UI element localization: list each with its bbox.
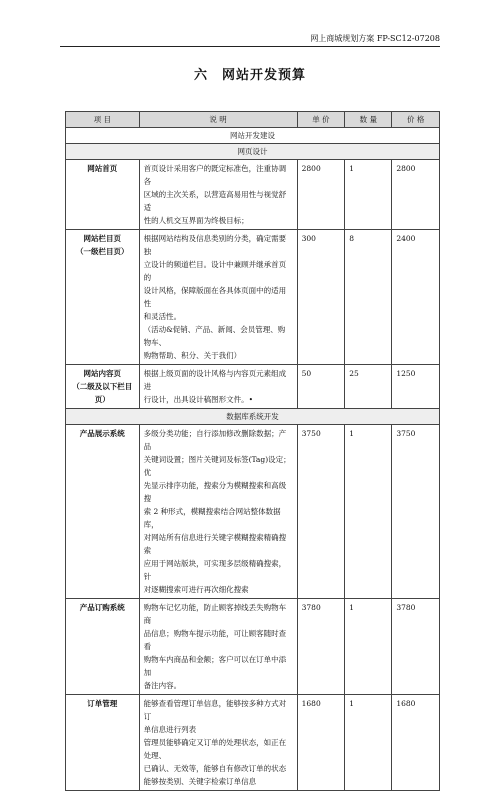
row-description	[139, 160, 297, 230]
description-line: 管理员能够确定又订单的处理状态，如正在处理、	[143, 738, 287, 760]
row-quantity: 25	[345, 365, 392, 409]
table-row	[66, 230, 440, 365]
page-title: 六 网站开发预算	[193, 68, 306, 83]
document-reference: 网上商城规划方案 FP-SC12-07208	[310, 34, 440, 43]
row-item	[66, 425, 140, 599]
description-line: 行设计，出具设计稿图形文件。•	[143, 395, 254, 404]
row-unit-price: 3780	[297, 599, 345, 695]
description-line: 购物车内商品和金额；客户可以在订单中添加	[143, 655, 287, 677]
description-line: 立设计的频道栏目。设计中兼顾并继承首页的	[143, 260, 287, 282]
row-unit-price: 1680	[297, 695, 345, 791]
row-description	[139, 425, 297, 599]
section-row-web	[66, 144, 440, 160]
row-total: 2400	[392, 230, 440, 365]
row-item	[66, 599, 140, 695]
description-line: 多级分类功能；自行添加修改删除数据；产品	[143, 429, 287, 451]
header-description: 说 明	[139, 112, 297, 128]
section-database-label: 数据库系统开发	[66, 409, 440, 425]
description-line: 根据上级页面的设计风格与内容页元素组成进	[143, 369, 287, 391]
row-quantity: 8	[345, 230, 392, 365]
item-line: 网站栏目页	[83, 234, 122, 243]
description-line: 和灵活性。	[143, 312, 182, 321]
row-quantity: 1	[345, 695, 392, 791]
budget-table	[65, 111, 440, 791]
description-line: 应用于网站版块，可实现多层级精确搜索，针	[143, 559, 287, 581]
item-line: （二级及以下栏目	[72, 382, 133, 391]
table-header-row	[66, 112, 440, 128]
row-unit-price: 300	[297, 230, 345, 365]
description-line: 对网站所有信息进行关键字模糊搜索精确搜索	[143, 533, 287, 555]
row-item	[66, 695, 140, 791]
description-line: 购物帮助、积分、关于我们）	[143, 351, 242, 360]
row-quantity: 1	[345, 599, 392, 695]
description-line: 区域的主次关系，以营造高易用性与视觉舒适	[143, 190, 287, 212]
header-item: 项 目	[66, 112, 140, 128]
description-line: 首页设计采用客户的既定标准色，注重协调各	[143, 164, 287, 186]
description-line: 先显示排序功能，搜索分为模糊搜索和高级搜	[143, 481, 287, 503]
description-line: （活动&促销、产品、新闻、会员管理、购物车、	[143, 325, 286, 347]
table-row	[66, 599, 440, 695]
row-item	[66, 160, 140, 230]
header-quantity: 数 量	[345, 112, 392, 128]
section-main-label: 网站开发建设	[66, 128, 440, 144]
row-unit-price: 3750	[297, 425, 345, 599]
description-line: 品信息；购物车提示功能，可让顾客随时查看	[143, 629, 287, 651]
description-line: 设计风格，保障版面在各具体页面中的适用性	[143, 286, 287, 308]
item-line: 产品订购系统	[79, 603, 125, 612]
row-quantity: 1	[345, 425, 392, 599]
description-line: 性的人机交互界面为终极目标；	[143, 216, 249, 225]
item-line: （一级栏目页）	[76, 247, 129, 256]
row-description	[139, 599, 297, 695]
row-description	[139, 230, 297, 365]
description-line: 索 2 种形式，模糊搜索结合网站整体数据库，	[143, 507, 281, 529]
section-web-label: 网页设计	[66, 144, 440, 160]
row-unit-price: 50	[297, 365, 345, 409]
row-total: 1680	[392, 695, 440, 791]
row-unit-price: 2800	[297, 160, 345, 230]
item-line: 产品展示系统	[79, 429, 125, 438]
description-line: 购物车记忆功能，防止顾客掉线丢失购物车商	[143, 603, 287, 625]
row-total: 1250	[392, 365, 440, 409]
table-row	[66, 160, 440, 230]
section-row-database	[66, 409, 440, 425]
description-line: 单信息进行列表	[143, 725, 197, 734]
row-item	[66, 365, 140, 409]
description-line: 根据网站结构及信息类别的分类，确定需要独	[143, 234, 287, 256]
description-line: 已确认、无效等，能够自有修改订单的状态	[143, 764, 287, 773]
description-line: 对逐糊搜索可进行再次细化搜索	[143, 585, 249, 594]
table-row	[66, 695, 440, 791]
description-line: 能够按类别、关键字检索订单信息	[143, 777, 257, 786]
row-total: 2800	[392, 160, 440, 230]
description-line: 能够查看管理订单信息，能够按多种方式对订	[143, 699, 287, 721]
header-unit-price: 单 价	[297, 112, 345, 128]
row-quantity: 1	[345, 160, 392, 230]
row-item	[66, 230, 140, 365]
item-line: 页）	[94, 395, 110, 404]
row-description	[139, 365, 297, 409]
section-row-main	[66, 128, 440, 144]
row-description	[139, 695, 297, 791]
item-line: 网站首页	[87, 164, 118, 173]
description-line: 关键词设置；图片关键词及标签(Tag)设定；优	[143, 455, 291, 477]
item-line: 订单管理	[87, 699, 118, 708]
header-price: 价 格	[392, 112, 440, 128]
table-row	[66, 425, 440, 599]
table-row	[66, 365, 440, 409]
description-line: 备注内容。	[143, 681, 182, 690]
row-total: 3780	[392, 599, 440, 695]
page-header	[60, 34, 440, 47]
item-line: 网站内容页	[83, 369, 122, 378]
row-total: 3750	[392, 425, 440, 599]
